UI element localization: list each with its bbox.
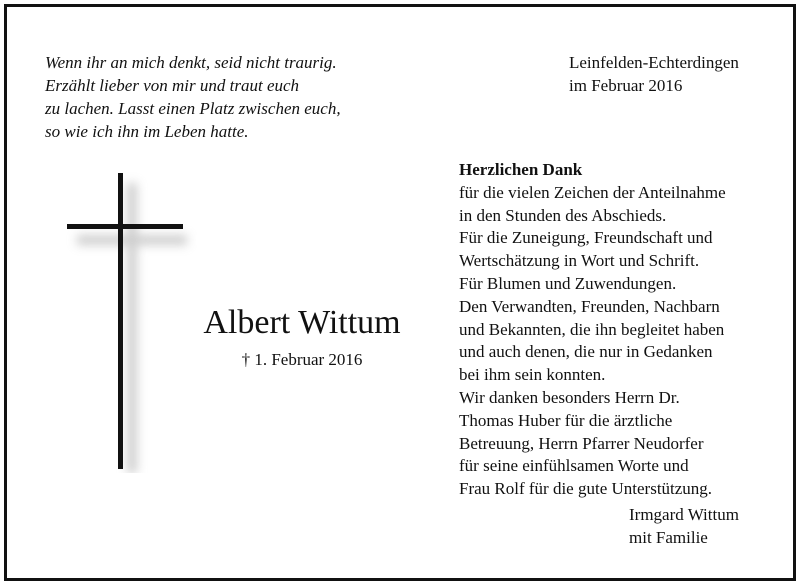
thanks-line: Den Verwandten, Freunden, Nachbarn (459, 296, 720, 316)
thanks-line: für die vielen Zeichen der Anteilnahme (459, 182, 726, 202)
thanks-line: Betreuung, Herrn Pfarrer Neudorfer (459, 433, 704, 453)
thanks-line: und auch denen, die nur in Gedanken (459, 342, 713, 362)
poem-line: zu lachen. Lasst einen Platz zwischen euch, (45, 99, 341, 118)
place-city: Leinfelden-Echterdingen (569, 53, 739, 72)
cross-shape (67, 173, 183, 469)
place-and-date (569, 51, 789, 97)
thanks-line: Für Blumen und Zuwendungen. (459, 273, 677, 293)
memorial-poem (45, 51, 425, 143)
death-date: † 1. Februar 2016 (241, 350, 363, 369)
deceased-name: Albert Wittum (203, 304, 401, 341)
thanks-line: für seine einfühlsamen Worte und (459, 456, 689, 476)
thanks-text (459, 159, 789, 501)
poem-line: so wie ich ihn im Leben hatte. (45, 122, 249, 141)
thanks-line: in den Stunden des Abschieds. (459, 205, 667, 225)
signature (629, 503, 789, 549)
signature-line: Irmgard Wittum (629, 505, 739, 524)
thanks-line: Frau Rolf für die gute Unterstützung. (459, 479, 713, 499)
thanks-line: Für die Zuneigung, Freundschaft und (459, 228, 713, 248)
poem-line: Wenn ihr an mich denkt, seid nicht traurig. (45, 53, 337, 72)
thanks-line: bei ihm sein konnten. (459, 365, 606, 385)
thanks-heading: Herzlichen Dank (459, 160, 583, 179)
thanks-line: und Bekannten, die ihn begleitet haben (459, 319, 725, 339)
poem-line: Erzählt lieber von mir und traut euch (45, 76, 300, 95)
thanks-line: Wertschätzung in Wort und Schrift. (459, 251, 700, 271)
signature-line: mit Familie (629, 528, 708, 547)
thanks-line: Thomas Huber für die ärztliche (459, 410, 673, 430)
thanks-line: Wir danken besonders Herrn Dr. (459, 387, 680, 407)
place-date: im Februar 2016 (569, 76, 683, 95)
obituary-card (4, 4, 796, 581)
